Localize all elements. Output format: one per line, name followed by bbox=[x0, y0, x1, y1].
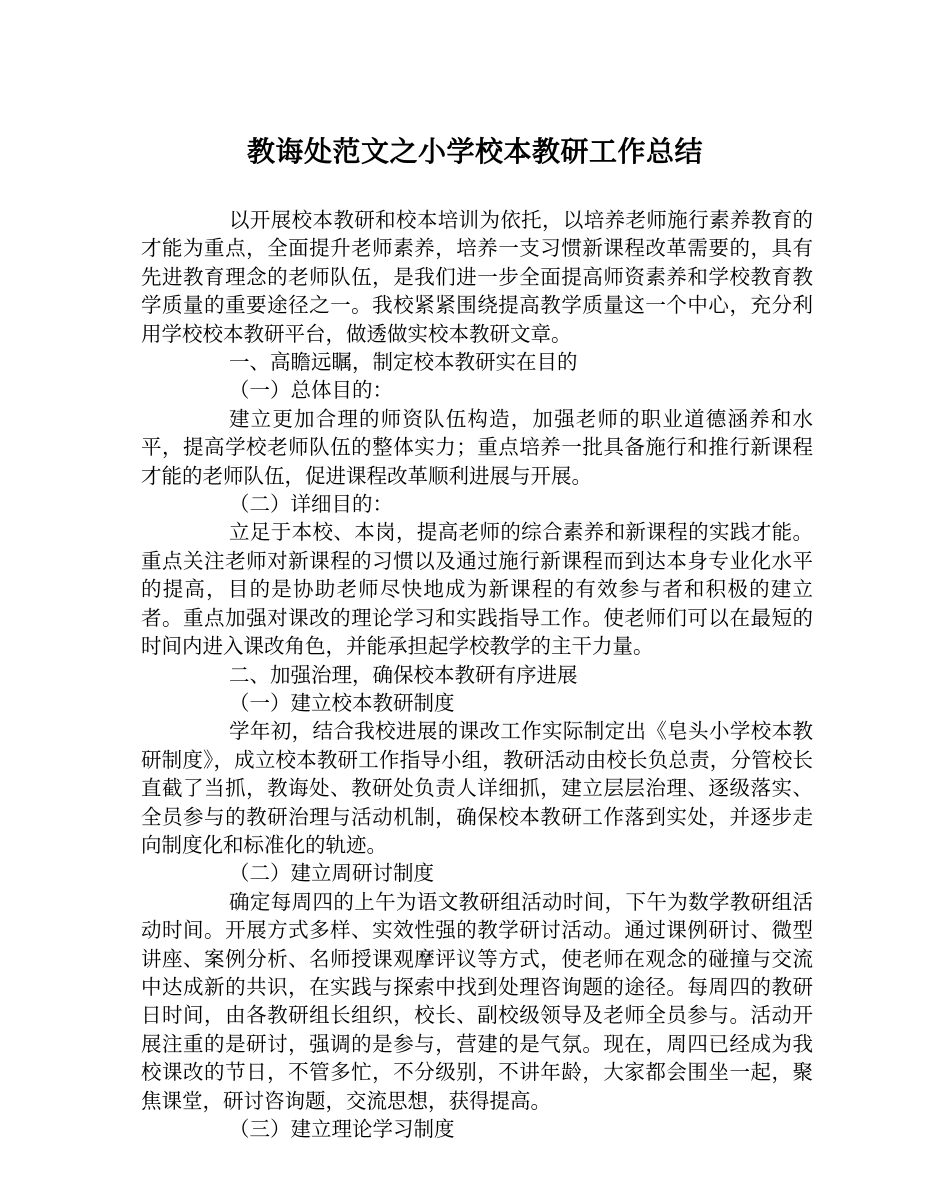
paragraph-overall-goal: 建立更加合理的师资队伍构造，加强老师的职业道德涵养和水平，提高学校老师队伍的整体实力；重点培养一批具备施行和推行新课程才能的老师队伍，促进课程改革顺利进展与开展。 bbox=[141, 406, 813, 488]
subheading-detailed-goal: （二）详细目的： bbox=[229, 492, 393, 517]
subheading-weekly-seminar: （二）建立周研讨制度 bbox=[229, 861, 434, 886]
section-heading-2: 二、加强治理，确保校本教研有序进展 bbox=[229, 662, 578, 687]
subheading-research-system: （一）建立校本教研制度 bbox=[229, 690, 455, 715]
section-heading-1: 一、高瞻远瞩，制定校本教研实在目的 bbox=[229, 350, 578, 375]
paragraph-weekly-seminar: 确定每周四的上午为语文教研组活动时间，下午为数学教研组活动时间。开展方式多样、实效性强的教学研讨活动。通过课例研讨、微型讲座、案例分析、名师授课观摩评议等方式，使老师在观念的碰撞与交流中达成新的共识，在实践与探索中找到处理咨询题的途径。每周四的教研日时间，由各教研组长组织，校长、副校级领导及老师全员参与。活动开展注重的是研讨，强调的是参与，营建的是气氛。现在，周四已经成为我校课改的节日，不管多忙，不分级别，不讲年龄，大家都会围坐一起，聚焦课堂，研讨咨询题，交流思想，获得提高。 bbox=[141, 889, 813, 1113]
paragraph-research-system: 学年初，结合我校进展的课改工作实际制定出《皂头小学校本教研制度》，成立校本教研工作指导小组，教研活动由校长负总责，分管校长直截了当抓，教诲处、教研处负责人详细抓，建立层层治理、逐级落实、全员参与的教研治理与活动机制，确保校本教研工作落到实处，并逐步走向制度化和标准化的轨迹。 bbox=[141, 719, 813, 857]
paragraph-detailed-goal: 立足于本校、本岗，提高老师的综合素养和新课程的实践才能。重点关注老师对新课程的习惯以及通过施行新课程而到达本身专业化水平的提高，目的是协助老师尽快地成为新课程的有效参与者和积极的建立者。重点加强对课改的理论学习和实践指导工作。使老师们可以在最短的时间内进入课改角色，并能承担起学校教学的主干力量。 bbox=[141, 520, 813, 659]
document-title: 教诲处范文之小学校本教研工作总结 bbox=[246, 135, 703, 168]
subheading-overall-goal: （一）总体目的： bbox=[229, 378, 393, 403]
document-body bbox=[141, 206, 813, 1143]
subheading-theory-study: （三）建立理论学习制度 bbox=[229, 1117, 455, 1141]
paragraph-intro: 以开展校本教研和校本培训为依托，以培养老师施行素养教育的才能为重点，全面提升老师素养，培养一支习惯新课程改革需要的，具有先进教育理念的老师队伍，是我们进一步全面提高师资素养和学校教育教学质量的重要途径之一。我校紧紧围绕提高教学质量这一个中心，充分利用学校校本教研平台，做透做实校本教研文章。 bbox=[141, 208, 813, 346]
